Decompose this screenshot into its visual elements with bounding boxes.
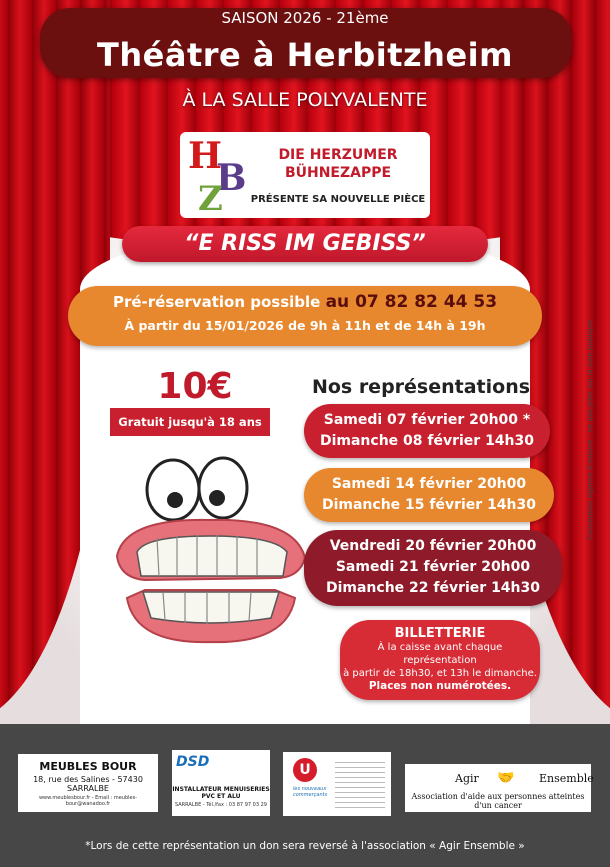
handshake-icon: 🤝 [497, 770, 515, 786]
reservation-label: Pré-réservation possible [112, 293, 321, 311]
performance-group-1 [304, 404, 550, 458]
sponsor-u-express [283, 752, 391, 816]
performance-date: Dimanche 15 février 14h30 [321, 497, 537, 513]
ticketing-box [340, 620, 540, 700]
ticketing-line3: Places non numérotées. [368, 680, 512, 692]
sponsor-dsd [172, 750, 270, 816]
sponsor-name-left: Agir [455, 772, 479, 785]
sponsor-agir-ensemble [405, 764, 594, 812]
venue-label: À LA SALLE POLYVALENTE [182, 89, 428, 111]
troupe-name-line1: DIE HERZUMER [278, 147, 398, 163]
ticketing-line1: À la caisse avant chaque représentation [377, 642, 503, 666]
sponsor-address: 18, rue des Salines - 57430 SARRALBE [33, 775, 143, 793]
sponsor-desc: Association d'aide aux personnes atteintes d'un cancer [411, 792, 585, 810]
performance-date: Dimanche 08 février 14h30 [319, 433, 535, 449]
performance-group-3 [304, 530, 562, 606]
upper-teeth [137, 536, 287, 576]
performance-date: Vendredi 20 février 20h00 [329, 538, 537, 554]
sponsor-name-right: Ensemble [539, 772, 594, 785]
footnote: *Lors de cette représentation un don sera reversé à l'association « Agir Ensemble » [85, 840, 525, 852]
sponsor-meubles-bour [18, 754, 158, 812]
presents-label: PRÉSENTE SA NOUVELLE PIÈCE [250, 194, 426, 205]
left-pupil [167, 492, 183, 508]
reservation-hours: À partir du 15/01/2026 de 9h à 11h et de 14h à 19h [124, 318, 486, 333]
sponsor-contact: www.meublesbour.fr - Email : meubles-bour@wanadoo.fr [38, 795, 138, 807]
u-logo-icon: U [293, 758, 317, 782]
logo-letter-h: H [188, 135, 223, 177]
page-title: Théâtre à Herbitzheim [97, 36, 513, 74]
troupe-name [258, 146, 418, 182]
ticketing-line2: à partir de 18h30, et 13h le dimanche. [343, 668, 537, 679]
season-label: SAISON 2026 - 21ème [221, 9, 389, 27]
troupe-name-line2: BÜHNEZAPPE [284, 165, 392, 181]
right-eye [199, 458, 247, 518]
left-eye [147, 460, 199, 520]
logo-letter-z: Z [198, 179, 223, 219]
sponsor-contact: SARRALBE - Tél./fax : 03 87 97 03 29 [175, 802, 267, 808]
teeth-illustration [105, 448, 315, 648]
logo-letter-b: B [216, 157, 247, 199]
price-label: 10€ [157, 366, 233, 407]
sponsor-name: DSD [176, 754, 210, 770]
play-title: “E RISS IM GEBISS” [122, 226, 488, 262]
ticketing-title: BILLETTERIE [394, 626, 486, 641]
performance-date: Samedi 07 février 20h00 * [323, 412, 531, 428]
sponsor-tagline: les nouveaux commerçants [293, 786, 328, 798]
performance-date: Samedi 21 février 20h00 [335, 559, 531, 575]
reservation-phone: au 07 82 82 44 53 [325, 292, 498, 312]
performance-group-2 [304, 468, 554, 522]
sponsor-schedule-lines [335, 758, 385, 810]
performances-title: Nos représentations [311, 376, 531, 398]
free-badge: Gratuit jusqu'à 18 ans [110, 408, 270, 436]
right-pupil [209, 490, 225, 506]
hbz-logo [188, 135, 248, 219]
sponsor-name: MEUBLES BOUR [39, 760, 137, 773]
performance-date: Samedi 14 février 20h00 [331, 476, 527, 492]
reservation-banner [68, 286, 542, 346]
design-credit: Conception Agence K'estone - ne pas jeter sur la voie publique [586, 319, 594, 540]
performance-date: Dimanche 22 février 14h30 [325, 580, 541, 596]
reservation-line [68, 292, 542, 312]
sponsor-desc: INSTALLATEUR MENUISERIES PVC ET ALU [172, 786, 270, 800]
